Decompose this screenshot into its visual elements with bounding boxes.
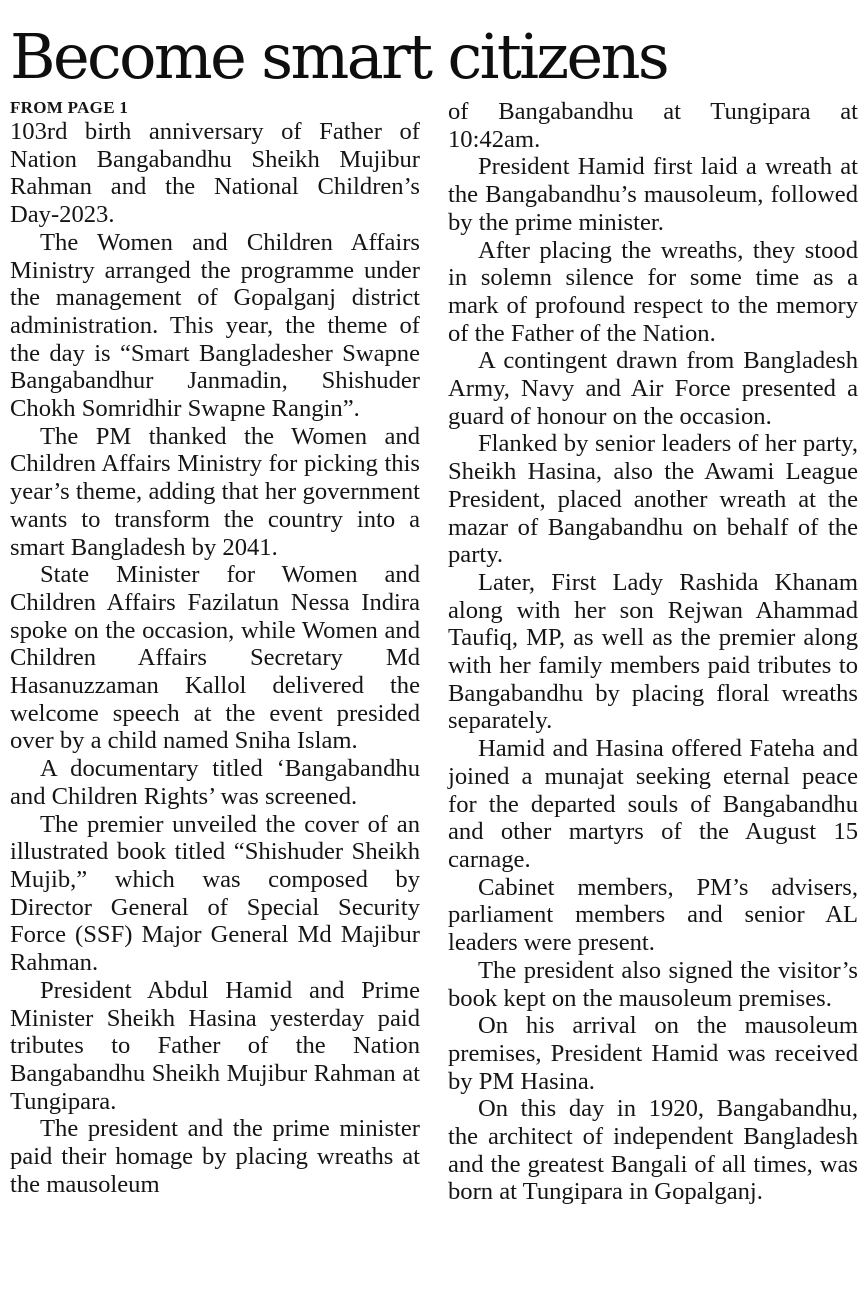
paragraph: The PM thanked the Women and Children Affairs Ministry for picking this year’s theme, adding that her government wants to transform the country into a smart Bangladesh by 2041. bbox=[10, 422, 420, 561]
paragraph: Hamid and Hasina offered Fateha and joined a munajat seeking eternal peace for the departed souls of Bangabandhu and other martyrs of the August 15 carnage. bbox=[448, 735, 858, 873]
headline: Become smart citizens bbox=[10, 20, 668, 93]
paragraph: On this day in 1920, Bangabandhu, the architect of independent Bangladesh and the greatest Bangali of all times, was born at Tungipara in Gopalganj. bbox=[448, 1095, 858, 1206]
paragraph: After placing the wreaths, they stood in solemn silence for some time as a mark of profound respect to the memory of the Father of the Nation. bbox=[448, 236, 858, 347]
paragraph: A contingent drawn from Bangladesh Army, Navy and Air Force presented a guard of honour on the occasion. bbox=[448, 347, 858, 430]
kicker: FROM PAGE 1 bbox=[10, 98, 129, 117]
paragraph: The president also signed the visitor’s book kept on the mausoleum premises. bbox=[448, 956, 858, 1012]
paragraph: of Bangabandhu at Tungipara at 10:42am. bbox=[448, 98, 858, 153]
paragraph: On his arrival on the mausoleum premises, President Hamid was received by PM Hasina. bbox=[448, 1012, 858, 1095]
paragraph: The president and the prime minister paid their homage by placing wreaths at the mausoleum bbox=[10, 1115, 420, 1198]
paragraph: The Women and Children Affairs Ministry arranged the programme under the management of Gopalganj district administration. This year, the theme of the day is “Smart Bangladesher Swapne Bangabandhur Janmadin, Shishuder Chokh Somridhir Swapne Rangin”. bbox=[10, 228, 420, 423]
paragraph: Flanked by senior leaders of her party, Sheikh Hasina, also the Awami League President, placed another wreath at the mazar of Bangabandhu on behalf of the party. bbox=[448, 430, 858, 569]
paragraph: Cabinet members, PM’s advisers, parliament members and senior AL leaders were present. bbox=[448, 873, 858, 957]
article-column-right bbox=[448, 98, 858, 1206]
paragraph: State Minister for Women and Children Affairs Fazilatun Nessa Indira spoke on the occasion, while Women and Children Affairs Secretary Md Hasanuzzaman Kallol delivered the welcome speech at the event presided over by a child named Sniha Islam. bbox=[10, 561, 420, 755]
paragraph: President Hamid first laid a wreath at the Bangabandhu’s mausoleum, followed by the prime minister. bbox=[448, 153, 858, 236]
paragraph: 103rd birth anniversary of Father of Nation Bangabandhu Sheikh Mujibur Rahman and the National Children’s Day-2023. bbox=[10, 118, 420, 229]
paragraph: President Abdul Hamid and Prime Minister Sheikh Hasina yesterday paid tributes to Father of the Nation Bangabandhu Sheikh Mujibur Rahman at Tungipara. bbox=[10, 976, 420, 1115]
paragraph: A documentary titled ‘Bangabandhu and Children Rights’ was screened. bbox=[10, 755, 420, 810]
paragraph: Later, First Lady Rashida Khanam along with her son Rejwan Ahammad Taufiq, MP, as well as the premier along with her family members paid tributes to Bangabandhu by placing floral wreaths separately. bbox=[448, 568, 858, 735]
article-column-left bbox=[10, 98, 420, 1198]
paragraph: The premier unveiled the cover of an illustrated book titled “Shishuder Sheikh Mujib,” which was composed by Director General of Special Security Force (SSF) Major General Md Majibur Rahman. bbox=[10, 810, 420, 977]
